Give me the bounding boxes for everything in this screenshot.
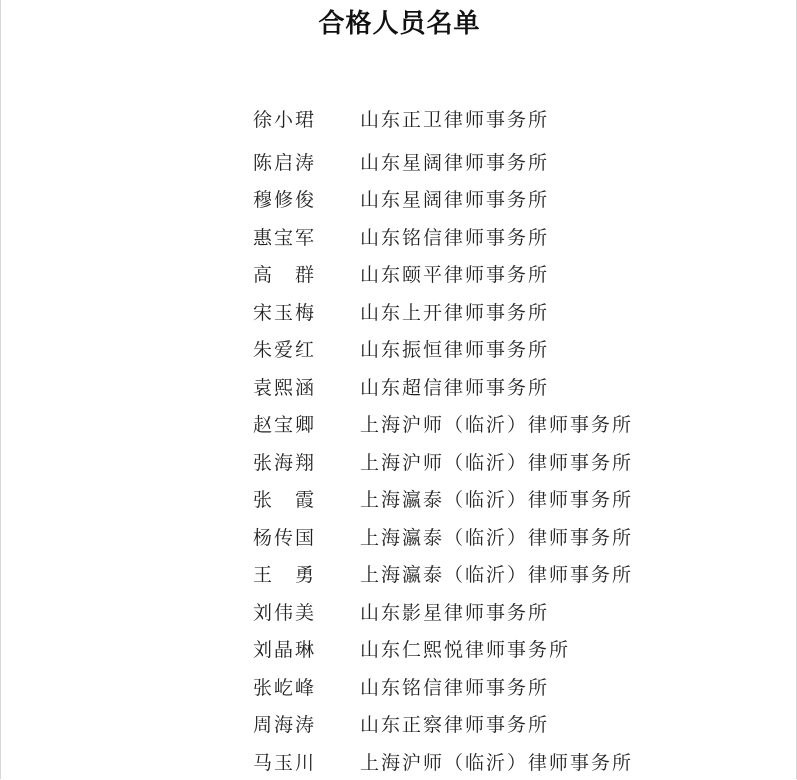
list-item bbox=[253, 100, 773, 138]
list-item bbox=[253, 668, 773, 706]
list-item bbox=[253, 518, 773, 556]
list-item bbox=[253, 293, 773, 331]
law-firm-name: 上海瀛泰（临沂）律师事务所 bbox=[360, 523, 633, 550]
list-item bbox=[253, 368, 773, 406]
list-item bbox=[253, 405, 773, 443]
person-name: 刘晶琳 bbox=[253, 635, 360, 662]
list-item bbox=[253, 593, 773, 631]
person-name: 袁熙涵 bbox=[253, 373, 360, 400]
person-name: 宋玉梅 bbox=[253, 298, 360, 325]
law-firm-name: 上海沪师（临沂）律师事务所 bbox=[360, 448, 633, 475]
law-firm-name: 山东正察律师事务所 bbox=[360, 710, 549, 737]
page-title: 合格人员名单 bbox=[1, 4, 797, 44]
list-item bbox=[253, 180, 773, 218]
law-firm-name: 上海沪师（临沂）律师事务所 bbox=[360, 410, 633, 437]
law-firm-name: 山东超信律师事务所 bbox=[360, 373, 549, 400]
qualified-personnel-list bbox=[253, 100, 773, 780]
list-item bbox=[253, 705, 773, 743]
list-item bbox=[253, 255, 773, 293]
law-firm-name: 山东铭信律师事务所 bbox=[360, 223, 549, 250]
law-firm-name: 上海沪师（临沂）律师事务所 bbox=[360, 748, 633, 775]
person-name: 马玉川 bbox=[253, 748, 360, 775]
law-firm-name: 山东星阔律师事务所 bbox=[360, 185, 549, 212]
law-firm-name: 山东正卫律师事务所 bbox=[360, 105, 549, 132]
law-firm-name: 山东上开律师事务所 bbox=[360, 298, 549, 325]
person-name: 高 群 bbox=[253, 260, 360, 287]
person-name: 杨传国 bbox=[253, 523, 360, 550]
list-item bbox=[253, 480, 773, 518]
list-item bbox=[253, 218, 773, 256]
person-name: 王 勇 bbox=[253, 560, 360, 587]
list-item bbox=[253, 743, 773, 780]
person-name: 刘伟美 bbox=[253, 598, 360, 625]
list-item bbox=[253, 143, 773, 181]
law-firm-name: 山东振恒律师事务所 bbox=[360, 335, 549, 362]
law-firm-name: 上海瀛泰（临沂）律师事务所 bbox=[360, 485, 633, 512]
list-item bbox=[253, 630, 773, 668]
person-name: 张屹峰 bbox=[253, 673, 360, 700]
law-firm-name: 上海瀛泰（临沂）律师事务所 bbox=[360, 560, 633, 587]
law-firm-name: 山东影星律师事务所 bbox=[360, 598, 549, 625]
person-name: 穆修俊 bbox=[253, 185, 360, 212]
law-firm-name: 山东铭信律师事务所 bbox=[360, 673, 549, 700]
person-name: 赵宝卿 bbox=[253, 410, 360, 437]
law-firm-name: 山东颐平律师事务所 bbox=[360, 260, 549, 287]
person-name: 惠宝军 bbox=[253, 223, 360, 250]
person-name: 张海翔 bbox=[253, 448, 360, 475]
law-firm-name: 山东星阔律师事务所 bbox=[360, 148, 549, 175]
person-name: 徐小珺 bbox=[253, 105, 360, 132]
person-name: 张 霞 bbox=[253, 485, 360, 512]
person-name: 朱爱红 bbox=[253, 335, 360, 362]
person-name: 周海涛 bbox=[253, 710, 360, 737]
list-item bbox=[253, 330, 773, 368]
list-item bbox=[253, 443, 773, 481]
law-firm-name: 山东仁熙悦律师事务所 bbox=[360, 635, 570, 662]
list-item bbox=[253, 555, 773, 593]
person-name: 陈启涛 bbox=[253, 148, 360, 175]
